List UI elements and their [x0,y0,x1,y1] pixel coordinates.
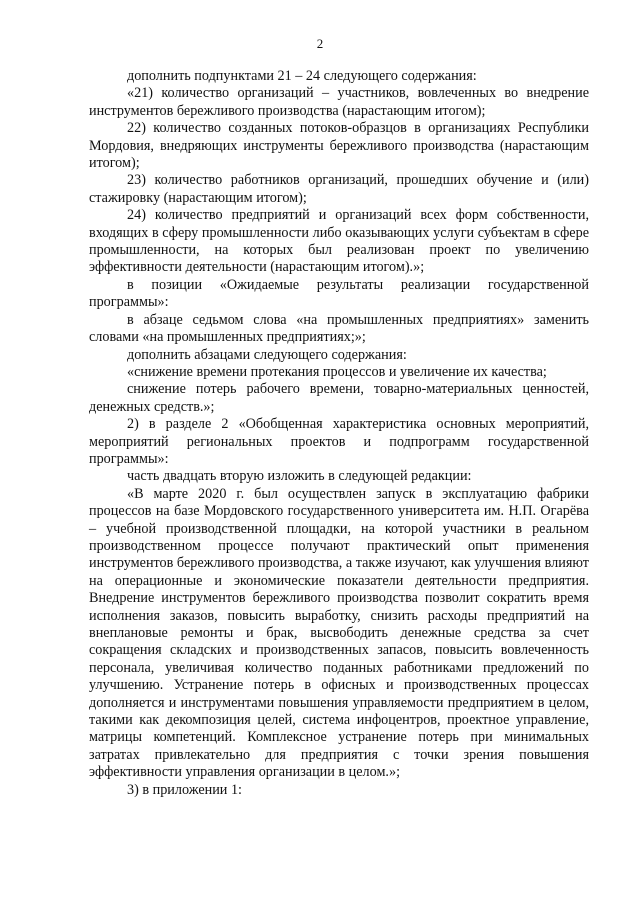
paragraph-section-2: 2) в разделе 2 «Обобщенная характеристика основных мероприятий, мероприятий региональных проектов и подпрограмм государственной программы»: [89,416,589,467]
paragraph-appendix-1: 3) в приложении 1: [127,781,242,798]
paragraph-intro: дополнить подпунктами 21 – 24 следующего содержания: [127,68,477,84]
paragraph-reduce-time: «снижение времени протекания процессов и увеличение их качества; [127,363,547,380]
paragraph-position-expected-results: в позиции «Ожидаемые результаты реализации государственной программы»: [89,276,589,311]
paragraph-item-24: 24) количество предприятий и организаций всех форм собственности, входящих в сферу промышленности либо оказывающих услуги субъектам в сфере промышленности, на которых был реализован проект по увеличению эффективности деятельности (нарастающим итогом).»; [89,207,589,276]
paragraph-item-23: 23) количество работников организаций, прошедших обучение и (или) стажировку (нарастающим итогом); [89,172,589,206]
paragraph-reduce-losses: снижение потерь рабочего времени, товарно-материальных ценностей, денежных средств.»; [89,381,589,415]
paragraph-add-abzacs: дополнить абзацами следующего содержания: [127,346,407,363]
document-body [89,68,589,799]
page-number: 2 [316,36,324,51]
paragraph-item-21: «21) количество организаций – участников, вовлеченных во внедрение инструментов бережливого производства (нарастающим итогом); [89,85,589,119]
paragraph-seventh-abzac: в абзаце седьмом слова «на промышленных предприятиях» заменить словами «на промышленных предприятиях;»; [89,311,589,346]
paragraph-part-22: часть двадцать вторую изложить в следующей редакции: [127,468,472,485]
paragraph-item-22: 22) количество созданных потоков-образцов в организациях Республики Мордовия, внедряющих инструменты бережливого производства (нарастающим итогом); [89,120,589,172]
paragraph-main-text: «В марте 2020 г. был осуществлен запуск в эксплуатацию фабрики процессов на базе Мордовского государственного университета им. Н.П. Огарёва – учебной производственной площадки, на которой участники в реальном производственном процессе получают практический опыт применения инструментов бережливого производства, а также изучают, как улучшения влияют на операционные и экономические показатели деятельности предприятия. Внедрение инструментов бережливого производства позволит сократить время исполнения заказов, повысить выработку, снизить расходы предприятий на внеплановые ремонты и брак, высвободить денежные средства за счет сокращения складских и производственных запасов, повысить вовлеченность персонала, увеличивая количество поданных работниками предложений по улучшению. Устранение потерь в офисных и производственных процессах дополняется и инструментами повышения управляемости предприятием в целом, такими как декомпозиция целей, система инфоцентров, проектное управление, матрицы компетенций. Комплексное устранение потерь при минимальных затратах привлекательно для предприятия с точки зрения повышения эффективности управления организации в целом.»; [89,485,589,781]
